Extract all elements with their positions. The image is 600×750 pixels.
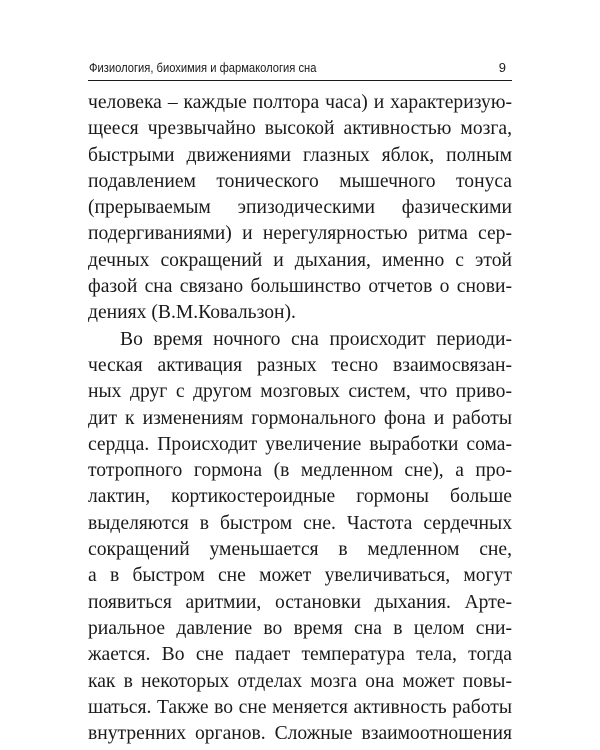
text-line: фазой сна связано большинство отчетов о снови- bbox=[88, 276, 512, 298]
text-line: подавлением тонического мышечного тонуса bbox=[88, 170, 512, 192]
text-line: подергиваниями) и нерегулярностью ритма сер- bbox=[88, 223, 512, 245]
text-line: ных друг с другом мозговых систем, что приво- bbox=[88, 381, 512, 403]
text-line: риальное давление во время сна в целом сни- bbox=[88, 617, 512, 639]
text-line: как в некоторых отделах мозга она может повы- bbox=[88, 670, 512, 692]
text-line: быстрыми движениями глазных яблок, полным bbox=[88, 144, 512, 166]
text-line: Во время ночного сна происходит периоди- bbox=[120, 328, 512, 350]
text-line: (прерываемым эпизодическими фазическими bbox=[88, 197, 512, 219]
paragraph-2 bbox=[88, 327, 512, 748]
running-title: Физиология, биохимия и фармакология сна bbox=[89, 60, 317, 75]
text-line: дечных сокращений и дыхания, именно с этой bbox=[88, 249, 512, 271]
text-line: лактин, кортикостероидные гормоны больше bbox=[88, 486, 512, 508]
text-line: сердца. Происходит увеличение выработки сома- bbox=[88, 433, 512, 455]
text-line: щееся чрезвычайно высокой активностью мозга, bbox=[88, 118, 512, 140]
page-number: 9 bbox=[498, 60, 506, 75]
paragraph-1 bbox=[88, 90, 512, 327]
text-line: ческая активация разных тесно взаимосвязан- bbox=[88, 354, 512, 376]
text-line: появиться аритмии, остановки дыхания. Арте- bbox=[88, 591, 512, 613]
text-line: дениях (В.М.Ковальзон). bbox=[88, 302, 296, 324]
text-line: выделяются в быстром сне. Частота сердечных bbox=[88, 512, 512, 534]
text-line: жается. Во сне падает температура тела, тогда bbox=[88, 644, 512, 666]
running-header bbox=[88, 58, 512, 81]
text-line: внутренних органов. Сложные взаимоотношения bbox=[88, 723, 512, 745]
text-line: шаться. Также во сне меняется активность работы bbox=[88, 696, 512, 718]
body-text bbox=[88, 90, 512, 747]
text-line: а в быстром сне может увеличиваться, могут bbox=[88, 565, 512, 587]
text-line: сокращений уменьшается в медленном сне, bbox=[88, 539, 512, 561]
text-line: тотропного гормона (в медленном сне), а про- bbox=[88, 460, 512, 482]
text-line: дит к изменениям гормонального фона и работы bbox=[88, 407, 512, 429]
text-line: человека – каждые полтора часа) и характеризую- bbox=[88, 92, 512, 113]
